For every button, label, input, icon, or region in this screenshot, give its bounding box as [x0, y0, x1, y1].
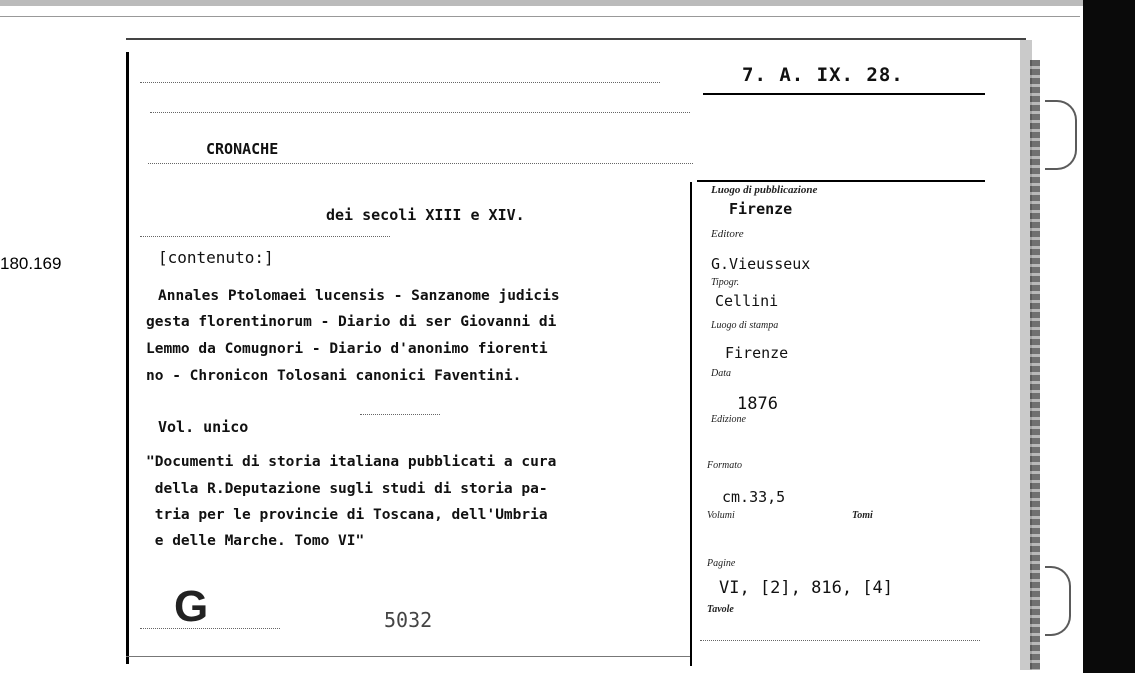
dotted-line	[140, 628, 280, 629]
field-label-tomi: Tomi	[852, 510, 873, 521]
series-line: e delle Marche. Tomo VI"	[146, 533, 365, 549]
dotted-line	[150, 112, 690, 113]
stamp-letter: G	[174, 582, 209, 631]
field-label-formato: Formato	[707, 460, 742, 471]
series-line: tria per le provincie di Toscana, dell'Umbria	[146, 507, 548, 523]
contents-line: Annales Ptolomaei lucensis - Sanzanome judicis	[158, 288, 560, 304]
dotted-line	[140, 236, 390, 237]
scan-top-edge	[0, 0, 1135, 6]
series-line: "Documenti di storia italiana pubblicati a cura	[146, 454, 557, 470]
field-value-formato: cm.33,5	[722, 488, 786, 506]
card-title: CRONACHE	[206, 140, 279, 158]
binding-clip-top	[1045, 100, 1077, 170]
field-value-pagine: VI, [2], 816, [4]	[719, 578, 893, 598]
card-stripe	[1030, 60, 1040, 670]
field-value-editore: G.Vieusseux	[711, 255, 811, 273]
metadata-box-left	[690, 182, 692, 666]
field-value-data: 1876	[737, 394, 778, 414]
field-label-tavole: Tavole	[707, 604, 734, 615]
field-label-luogo-pubblicazione: Luogo di pubblicazione	[711, 184, 818, 196]
dotted-line	[148, 163, 693, 164]
card-subtitle: dei secoli XIII e XIV.	[326, 206, 525, 224]
binding-clip-bottom	[1045, 566, 1071, 636]
dotted-line	[700, 640, 980, 641]
stamp-number: 5032	[384, 608, 433, 632]
contents-line: gesta florentinorum - Diario di ser Giovanni di	[146, 314, 557, 330]
field-value-luogo-stampa: Firenze	[725, 344, 789, 362]
field-value-luogo-pubblicazione: Firenze	[729, 200, 793, 218]
side-catalog-number: 180.169	[0, 254, 62, 273]
dotted-line	[360, 414, 440, 415]
field-label-data: Data	[711, 368, 731, 379]
metadata-box-top	[697, 180, 985, 182]
scan-right-edge	[1083, 0, 1135, 673]
left-margin-rule	[126, 52, 129, 664]
shelfmark: 7. A. IX. 28.	[742, 64, 904, 86]
card-top-border	[126, 38, 1026, 40]
contents-line: no - Chronicon Tolosani canonici Faventini.	[146, 368, 522, 384]
field-label-tipografo: Tipogr.	[711, 277, 740, 288]
card-bottom-rule	[126, 656, 691, 657]
shelfmark-underline	[703, 93, 985, 95]
field-value-tipografo: Cellini	[715, 292, 779, 310]
field-label-pagine: Pagine	[707, 558, 736, 569]
field-label-edizione: Edizione	[711, 414, 746, 425]
field-label-volumi: Volumi	[707, 510, 735, 521]
contents-line: Lemmo da Comugnori - Diario d'anonimo fiorenti	[146, 341, 548, 357]
field-label-luogo-stampa: Luogo di stampa	[711, 320, 779, 331]
volume-label: Vol. unico	[158, 418, 249, 436]
field-label-editore: Editore	[711, 228, 744, 240]
dotted-line	[140, 82, 660, 83]
top-scan-line	[0, 16, 1080, 17]
series-line: della R.Deputazione sugli studi di storia pa-	[146, 481, 548, 497]
contents-label: [contenuto:]	[158, 248, 274, 267]
